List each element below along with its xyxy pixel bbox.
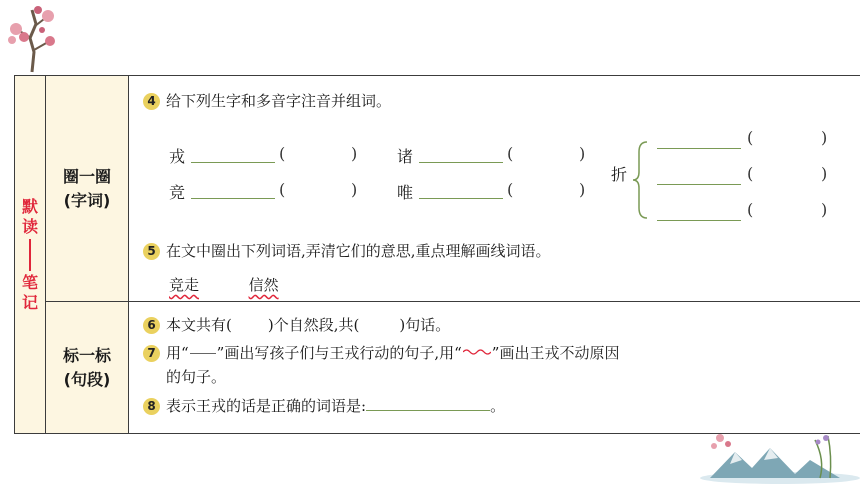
category-title: 标一标 [62,345,111,365]
question-number-badge: 7 [143,345,160,362]
category-cell-words [46,76,129,302]
question-7-line2: 的句子。 [166,368,227,386]
side-label-cell [15,76,46,434]
paren-close: ) [821,164,828,183]
category-title: 圈一圈 [62,166,111,186]
char-zhu: 诸 [397,147,414,166]
category-subtitle: (字词) [63,190,111,210]
left-brace-icon [631,140,651,220]
char-wei: 唯 [397,183,414,202]
section-words-content [129,76,860,302]
paren-close: ) [351,180,358,199]
question-7 [143,342,619,363]
char-rong: 戎 [169,147,186,166]
question-number-badge: 4 [143,93,160,110]
paren-close: ) [821,128,828,147]
question-4-text: 给下列生字和多音字注音并组词。 [166,92,392,110]
paren-open: ( [507,180,514,199]
paren-open: ( [279,180,286,199]
question-8 [143,394,505,416]
question-5 [143,240,551,261]
paren-close: ) [351,144,358,163]
question-7-part2: ”画出写孩子们与王戎行动的句子,用“ [216,344,462,362]
question-6-part3: )句话。 [399,316,451,334]
question-8-text: 表示王戎的话是正确的词语是: [166,397,367,415]
char-jing: 竞 [169,183,186,202]
question-6-part2: )个自然段,共( [267,316,360,334]
paren-open: ( [747,164,754,183]
category-subtitle: (句段) [63,369,111,389]
paren-close: ) [579,180,586,199]
paren-open: ( [747,200,754,219]
question-7-part1: 用“ [166,344,189,362]
word-blank[interactable] [419,162,503,163]
question-6 [143,314,450,335]
vocab-words [169,274,279,295]
side-label [22,197,38,313]
paren-open: ( [747,128,754,147]
question-5-text: 在文中圈出下列词语,弄清它们的意思,重点理解画线词语。 [166,242,551,260]
word-blank[interactable] [657,184,741,185]
paren-close: ) [579,144,586,163]
paren-close: ) [821,200,828,219]
vocab-word: 信然 [248,276,279,294]
straight-line-marker [190,353,216,354]
word-blank[interactable] [657,148,741,149]
pinyin-blank[interactable] [291,162,347,163]
answer-blank[interactable] [366,394,490,411]
question-number-badge: 8 [143,398,160,415]
side-label-bottom: 笔记 [22,272,39,312]
paren-open: ( [507,144,514,163]
wavy-line-marker [463,348,491,356]
question-7-part3: ”画出王戎不动原因 [491,344,620,362]
landscape-decoration [690,430,860,484]
word-blank[interactable] [191,162,275,163]
worksheet-table [14,75,860,434]
side-label-top: 默读 [22,196,39,236]
vocab-word: 竞走 [169,276,200,294]
section-sentences-content [129,302,860,434]
question-number-badge: 6 [143,317,160,334]
side-label-divider [29,239,31,271]
word-blank[interactable] [419,198,503,199]
question-4 [143,90,391,111]
category-cell-sentences [46,302,129,434]
question-6-part1: 本文共有( [166,316,232,334]
paren-open: ( [279,144,286,163]
question-number-badge: 5 [143,243,160,260]
plum-blossom-decoration [2,2,64,74]
char-zhe: 折 [611,165,628,184]
word-blank[interactable] [191,198,275,199]
word-blank[interactable] [657,220,741,221]
question-8-end: 。 [490,397,506,415]
